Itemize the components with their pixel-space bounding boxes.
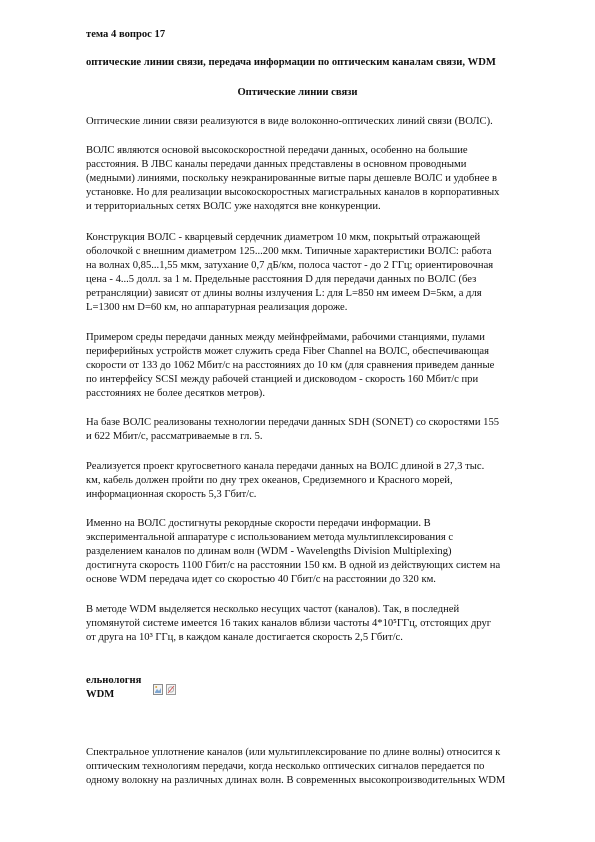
paragraph-4-line: по интерфейсу SCSI между рабочей станцией и дисководом - скорость 160 Мбит/с при [86,374,479,385]
paragraph-4-line: расстояниях не более десятков метров). [86,388,265,399]
paragraph-2-line: установке. Но для реализации высокоскоростных магистральных каналов в корпоративных [86,187,500,198]
paragraph-5-line: и 622 Мбит/с, рассматриваемые в гл. 5. [86,431,263,442]
paragraph-3-line: L=1300 нм D=60 км, но аппаратурная реализация дороже. [86,302,348,313]
paragraph-8-line: упомянутой системе имеется 16 таких каналов вблизи частоты 4*10⁵ГГц, отстоящих друг [86,618,492,629]
paragraph-3-line: Конструкция ВОЛС - кварцевый сердечник диаметром 10 мкм, покрытый отражающей [86,232,481,243]
paragraph-3-line: цена - 4...5 долл. за 1 м. Предельные расстояния D для передачи данных по ВОЛС (без [86,274,477,285]
paragraph-2-line: (медными) линиями, поскольку неэкранированные витые пары дешевле ВОЛС и удобнее в [86,173,497,184]
topic-line: тема 4 вопрос 17 [86,29,166,40]
paragraph-3-line: оболочкой с внешним диаметром 125...200 мкм. Типичные характеристики ВОЛС: работа [86,246,492,257]
wdm-label: WDM [86,689,115,700]
subject-line: оптические линии связи, передача информации по оптическим каналам связи, WDM [86,57,496,68]
paragraph-4-line: скорости от 133 до 1062 Мбит/с на расстояниях до 10 км (для сравнения приведем данные [86,360,495,371]
paragraph-8-line: В методе WDM выделяется несколько несущих частот (каналов). Так, в последней [86,604,460,615]
paragraph-4-line: периферийных устройств может служить среда Fiber Channel на ВОЛС, обеспечивающая [86,346,489,357]
paragraph-2-line: и территориальных сетях ВОЛС уже находятся вне конкуренции. [86,201,381,212]
paragraph-3-line: на волнах 0,85...1,55 мкм, затухание 0,7 дБ/км, полоса частот - до 2 ГГц; ориентировочная [86,260,494,271]
wdm-image-placeholders [153,684,176,696]
paragraph-6-line: информационная скорость 5,3 Гбит/с. [86,489,257,500]
section-title: Оптические линии связи [237,87,358,98]
paragraph-2-line: ВОЛС являются основой высокоскоростной передачи данных, особенно на большие [86,145,468,156]
paragraph-7-line: разделением каналов по длинам волн (WDM - Wavelengths Division Multiplexing) [86,546,452,557]
paragraph-9-line: оптическим технологиям передачи, когда несколько оптических сигналов передается по [86,761,485,772]
wdm-label: ельнологня [86,675,142,686]
paragraph-4-line: Примером среды передачи данных между мейнфреймами, рабочими станциями, пулами [86,332,485,343]
broken-image-icon[interactable] [166,684,176,695]
paragraph-7-line: Именно на ВОЛС достигнуты рекордные скорости передачи информации. В [86,518,431,529]
paragraph-8-line: от друга на 10³ ГГц, в каждом канале достигается скорость 2,5 Гбит/с. [86,632,403,643]
paragraph-6-line: км, кабель должен пройти по дну трех океанов, Средиземного и Красного морей, [86,475,453,486]
paragraph-7-line: достигнута скорость 1100 Гбит/с на расстоянии 150 км. В одной из действующих систем на [86,560,501,571]
paragraph-9-line: Спектральное уплотнение каналов (или мультиплексирование по длине волны) относится к [86,747,501,758]
paragraph-1-line: Оптические линии связи реализуются в виде волоконно-оптических линий связи (ВОЛС). [86,116,493,127]
paragraph-3-line: ретрансляции) зависят от длины волны излучения L: для L=850 нм имеем D=5км, а для [86,288,482,299]
paragraph-9-line: одному волокну на различных длинах волн. В современных высокопроизводительных WDM [86,775,506,786]
paragraph-5-line: На базе ВОЛС реализованы технологии передачи данных SDH (SONET) со скоростями 155 [86,417,500,428]
paragraph-7-line: основе WDM передача идет со скоростью 40 Гбит/с на расстоянии до 320 км. [86,574,436,585]
paragraph-6-line: Реализуется проект кругосветного канала передачи данных на ВОЛС длиной в 27,3 тыс. [86,461,485,472]
image-icon[interactable] [153,684,163,695]
paragraph-7-line: экспериментальной аппаратуре с использованием метода мультиплексирования с [86,532,454,543]
paragraph-2-line: расстояния. В ЛВС каналы передачи данных представлены в основном проводными [86,159,467,170]
